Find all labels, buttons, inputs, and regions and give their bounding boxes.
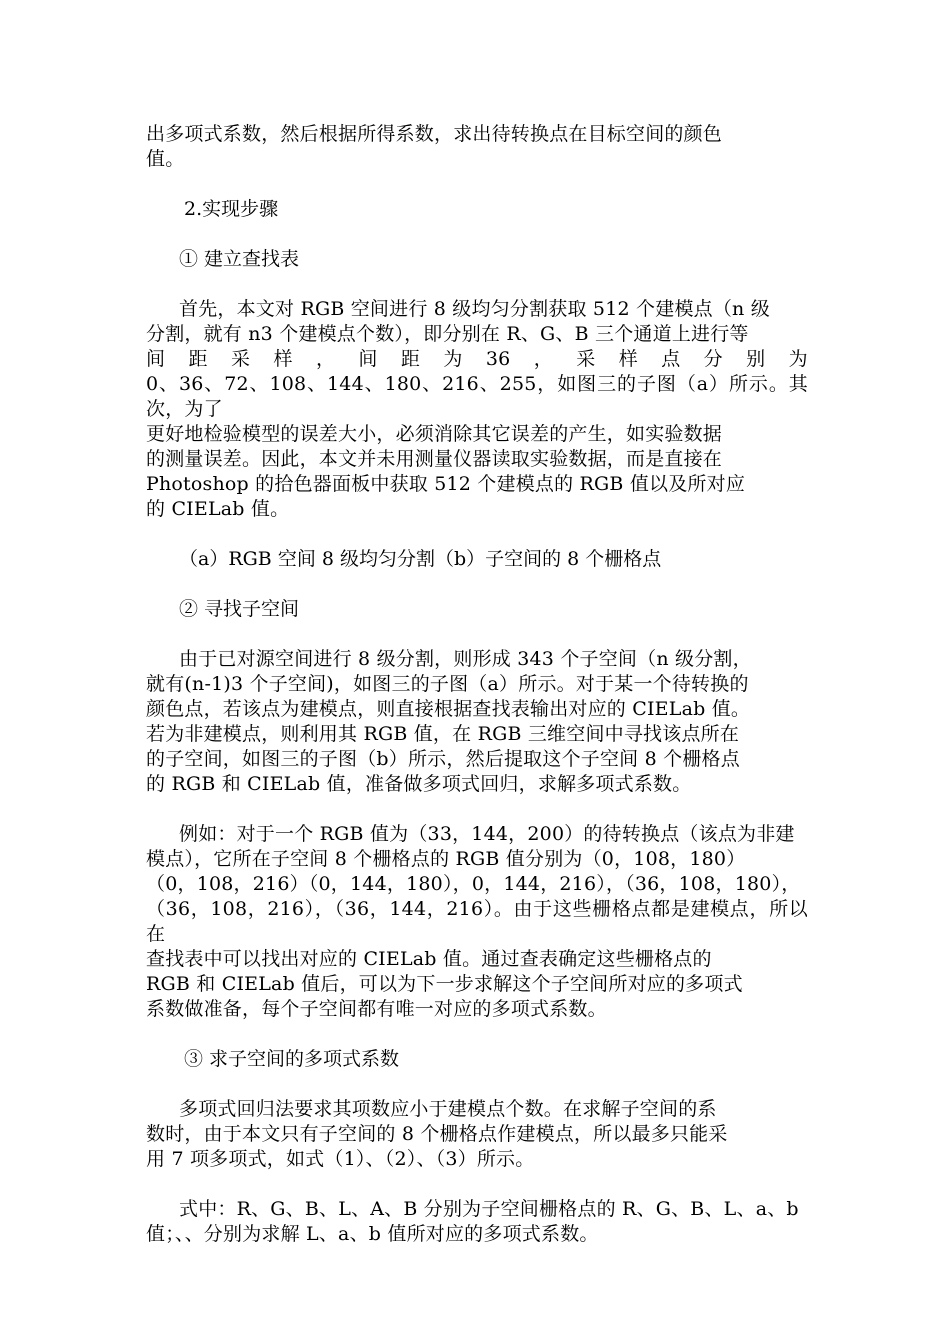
text-line: 例如：对于一个 RGB 值为（33，144，200）的待转换点（该点为非建 <box>179 823 795 845</box>
text-line: 由于已对源空间进行 8 级分割，则形成 343 个子空间（n 级分割， <box>179 648 752 670</box>
spread-char: 36 <box>485 348 511 370</box>
text-line: 查找表中可以找出对应的 CIELab 值。通过查表确定这些栅格点的 <box>146 948 712 970</box>
spread-char: 间 <box>358 348 378 370</box>
spread-char: 样 <box>273 348 293 370</box>
text-line: 多项式回归法要求其项数应小于建模点个数。在求解子空间的系 <box>179 1098 717 1120</box>
text-line: 颜色点，若该点为建模点，则直接根据查找表输出对应的 CIELab 值。 <box>146 698 751 720</box>
text-line: 更好地检验模型的误差大小，必须消除其它误差的产生，如实验数据 <box>146 423 723 445</box>
section-title: 2.实现步骤 <box>184 198 279 220</box>
spread-char: 为 <box>443 348 463 370</box>
text-line: 式中：R、G、B、L、A、B 分别为子空间栅格点的 R、G、B、L、a、b <box>179 1198 799 1220</box>
step2-paragraph-2 <box>146 822 808 1022</box>
spread-char: 采 <box>576 348 596 370</box>
intro-paragraph <box>146 122 808 172</box>
text-line: 若为非建模点，则利用其 RGB 值，在 RGB 三维空间中寻找该点所在 <box>146 723 740 745</box>
text-line: 系数做准备，每个子空间都有唯一对应的多项式系数。 <box>146 998 607 1020</box>
spread-char: 分 <box>703 348 723 370</box>
text-line: 的测量误差。因此，本文并未用测量仪器读取实验数据，而是直接在 <box>146 448 723 470</box>
figure-caption: （a）RGB 空间 8 级均匀分割（b）子空间的 8 个栅格点 <box>179 548 662 570</box>
text-line: 值。 <box>146 148 185 170</box>
step3-paragraph-1 <box>146 1097 808 1172</box>
text-line: 的子空间，如图三的子图（b）所示，然后提取这个子空间 8 个栅格点 <box>146 748 740 770</box>
step3-paragraph-2 <box>146 1197 808 1247</box>
spread-char: 采 <box>230 348 251 370</box>
text-line: 模点），它所在子空间 8 个栅格点的 RGB 值分别为（0，108，180） <box>146 848 746 870</box>
text-line: 值；、、分别为求解 L、a、b 值所对应的多项式系数。 <box>146 1223 599 1245</box>
spread-char: 距 <box>188 348 208 370</box>
text-line: 用 7 项多项式，如式（1）、（2）、（3）所示。 <box>146 1148 535 1170</box>
text-line: 0、36、72、108、144、180、216、255，如图三的子图（a）所示。其次，为了 <box>146 373 808 420</box>
text-line: 的 CIELab 值。 <box>146 498 290 520</box>
spread-char: 间 <box>146 348 166 370</box>
spread-text-line <box>146 347 808 372</box>
spread-char: ， <box>533 348 553 370</box>
step2-title: ② 寻找子空间 <box>179 598 300 620</box>
spread-char: 距 <box>400 348 421 370</box>
text-line: RGB 和 CIELab 值后，可以为下一步求解这个子空间所对应的多项式 <box>146 973 743 995</box>
text-line: 的 RGB 和 CIELab 值，准备做多项式回归，求解多项式系数。 <box>146 773 692 795</box>
text-line: Photoshop 的拾色器面板中获取 512 个建模点的 RGB 值以及所对应 <box>146 473 746 495</box>
step3-title: ③ 求子空间的多项式系数 <box>184 1048 400 1070</box>
spread-char: 样 <box>618 348 638 370</box>
document-page <box>146 122 808 1272</box>
step2-paragraph-1 <box>146 647 808 797</box>
spread-char: ， <box>315 348 336 370</box>
text-line: （36，108，216），（36，144，216）。由于这些栅格点都是建模点，所以在 <box>146 898 808 945</box>
text-line: 首先，本文对 RGB 空间进行 8 级均匀分割获取 512 个建模点（n 级 <box>179 298 770 320</box>
text-line: 就有(n-1)3 个子空间)，如图三的子图（a）所示。对于某一个待转换的 <box>146 673 749 695</box>
text-line: 数时，由于本文只有子空间的 8 个栅格点作建模点，所以最多只能采 <box>146 1123 728 1145</box>
text-line: （0，108，216）（0，144，180），0，144，216），（36，108，180）， <box>146 873 801 895</box>
text-line: 分割，就有 n3 个建模点个数），即分别在 R、G、B 三个通道上进行等 <box>146 323 749 345</box>
step1-paragraph <box>146 297 808 522</box>
text-line: 出多项式系数，然后根据所得系数，求出待转换点在目标空间的颜色 <box>146 123 723 145</box>
spread-char: 别 <box>746 348 766 370</box>
spread-char: 点 <box>661 348 681 370</box>
step1-title: ① 建立查找表 <box>179 248 300 270</box>
spread-char: 为 <box>788 348 808 370</box>
